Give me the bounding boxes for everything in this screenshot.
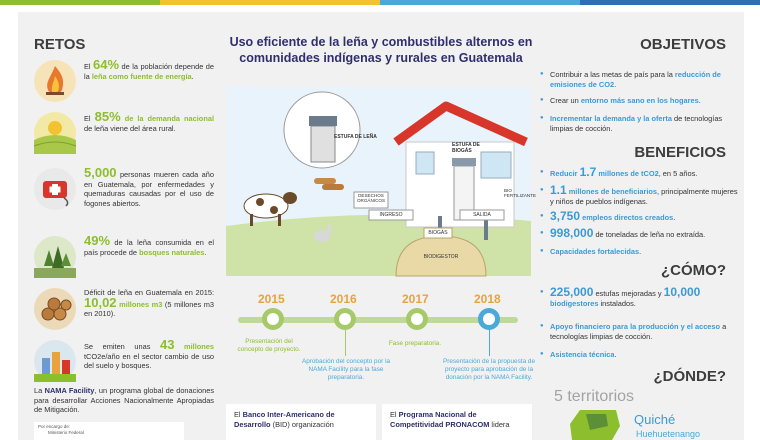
como-heading: ¿CÓMO? <box>661 262 726 279</box>
timeline-dot <box>406 308 428 330</box>
como-item: ● Asistencia técnica. <box>540 350 740 360</box>
timeline-year: 2018 <box>474 292 501 306</box>
fire-icon <box>34 60 76 102</box>
beneficio-item: ● 3,750 empleos directos creados. <box>540 212 740 223</box>
como-item: ● Apoyo financiero para la producción y el acceso a tecnologías limpias de cocción. <box>540 322 740 341</box>
timeline-caption: Presentación de la propuesta de proyecto para aprobación de la donación por la NAMA Facility. <box>442 358 536 381</box>
first-aid-icon <box>34 168 76 210</box>
firewood-icon <box>34 288 76 330</box>
reto-item <box>34 337 214 382</box>
reto-item <box>34 109 214 154</box>
reto-text: de la población depende de la <box>84 62 215 81</box>
place-huehuetenango: Huehuetenango <box>636 429 701 439</box>
reto-value: 10,02 <box>84 294 117 310</box>
reto-value: 49% <box>84 233 111 248</box>
timeline-year: 2015 <box>258 292 285 306</box>
beneficio-item: ● Reducir 1.7 millones de tCO2, en 5 años. <box>540 168 740 179</box>
reto-text <box>174 342 184 351</box>
reto-highlight: millones m3 <box>119 299 163 309</box>
reto-post: . <box>191 71 194 81</box>
timeline-dot <box>334 308 356 330</box>
territorios-count: 5 territorios <box>554 388 635 405</box>
sun-field-icon <box>34 112 76 154</box>
label-desechos: DESECHOS ORGÁNICOS <box>356 193 386 203</box>
timeline-dot <box>262 308 284 330</box>
objetivo-item: ● Contribuir a las metas de país para la reducción de emisiones de CO2. <box>540 70 740 89</box>
place-quiche: Quiché <box>634 412 676 427</box>
pronacom-box: El Programa Nacional de Competitividad PRONACOM lidera <box>382 404 532 440</box>
nama-paragraph: La NAMA Facility, un programa global de donaciones para desarrollar Acciones Nacionalmente Apropiadas de Mitigación. <box>34 386 215 415</box>
label-salida: SALIDA <box>473 212 491 218</box>
timeline-year: 2016 <box>330 292 357 306</box>
reto-post: de leña viene del área rural. <box>84 123 176 133</box>
como-item: ● 225,000 estufas mejoradas y 10,000 biodigestores instalados. <box>540 288 740 308</box>
beneficio-item: ● Capacidades fortalecidas. <box>540 247 740 257</box>
factory-icon <box>34 340 76 382</box>
top-color-bar <box>0 0 760 7</box>
label-ingreso: INGRESO <box>379 212 403 218</box>
label-bio: BIO FERTILIZANTE <box>504 188 537 198</box>
reto-pre: El <box>84 114 95 123</box>
retos-heading: RETOS <box>34 36 86 53</box>
reto-post: tCO2e/año en el sector cambio de uso del suelo y bosques. <box>84 351 214 371</box>
reto-value: 43 <box>159 337 175 352</box>
donde-heading: ¿DÓNDE? <box>653 368 726 385</box>
beneficios-heading: BENEFICIOS <box>634 144 726 161</box>
reto-pre: Se emiten unas <box>84 342 160 351</box>
reto-highlight: bosques naturales <box>139 247 205 257</box>
page-title: Uso eficiente de la leña y combustibles alternos en comunidades indígenas y rurales en Guatemala <box>229 35 533 65</box>
objetivo-item: ● Incrementar la demanda y la oferta de tecnologías limpias de cocción. <box>540 114 740 133</box>
reto-value: 85% <box>94 109 121 124</box>
reto-item <box>34 57 215 102</box>
reto-value: 64% <box>93 57 120 72</box>
label-estufa-biogas: ESTUFA DE BIOGÁS <box>452 142 480 154</box>
objetivo-item: ● Crear un entorno más sano en los hogares. <box>540 96 740 106</box>
reto-value: 5,000 <box>84 165 117 180</box>
reto-highlight: millones <box>184 342 214 351</box>
hero-illustration <box>226 86 537 276</box>
reto-post: . <box>204 247 207 257</box>
guatemala-map <box>566 406 626 440</box>
forest-icon <box>34 236 76 278</box>
label-biogas: BIOGÁS <box>428 230 448 236</box>
timeline-caption: Aprobación del concepto por la NAMA Facility para la fase preparatoria. <box>301 358 391 381</box>
reto-item <box>34 165 214 210</box>
timeline-caption: Fase preparatoria. <box>388 340 442 347</box>
reto-highlight: de la demanda nacional <box>124 114 214 123</box>
reto-item <box>34 233 214 278</box>
timeline-caption: Presentación del concepto de proyecto. <box>237 338 301 353</box>
beneficio-item: ● 1.1 millones de beneficiarios, principalmente mujeres y niños de pueblos indígenas. <box>540 186 740 206</box>
donor-logo-box: Por encargo de: Ministerio Federal <box>34 422 184 440</box>
reto-pre: El <box>84 62 94 71</box>
reto-text: de la leña consumida en el país procede de <box>84 238 214 257</box>
reto-pre: Déficit de leña en Guatemala en 2015: <box>84 288 214 297</box>
reto-post: (5 millones m3 en 2010). <box>84 299 215 319</box>
timeline-year: 2017 <box>402 292 429 306</box>
reto-text: personas mueren cada año en Guatemala, por enfermedades y quemaduras causadas por el uso de fogones abiertos. <box>84 170 214 208</box>
reto-item <box>34 288 214 330</box>
label-estufa-lena: ESTUFA DE LEÑA <box>334 134 377 140</box>
timeline-dot <box>478 308 500 330</box>
label-biodigestor: BIODIGESTOR <box>423 254 459 260</box>
objetivos-heading: OBJETIVOS <box>640 36 726 53</box>
donor-logo-text: Ministerio Federal <box>48 430 84 435</box>
reto-highlight: leña como fuente de energía <box>91 71 192 81</box>
beneficio-item: ● 998,000 de toneladas de leña no extraída. <box>540 229 740 240</box>
bid-box: El Banco Inter-Americano de Desarrollo (BID) organización <box>226 404 376 440</box>
